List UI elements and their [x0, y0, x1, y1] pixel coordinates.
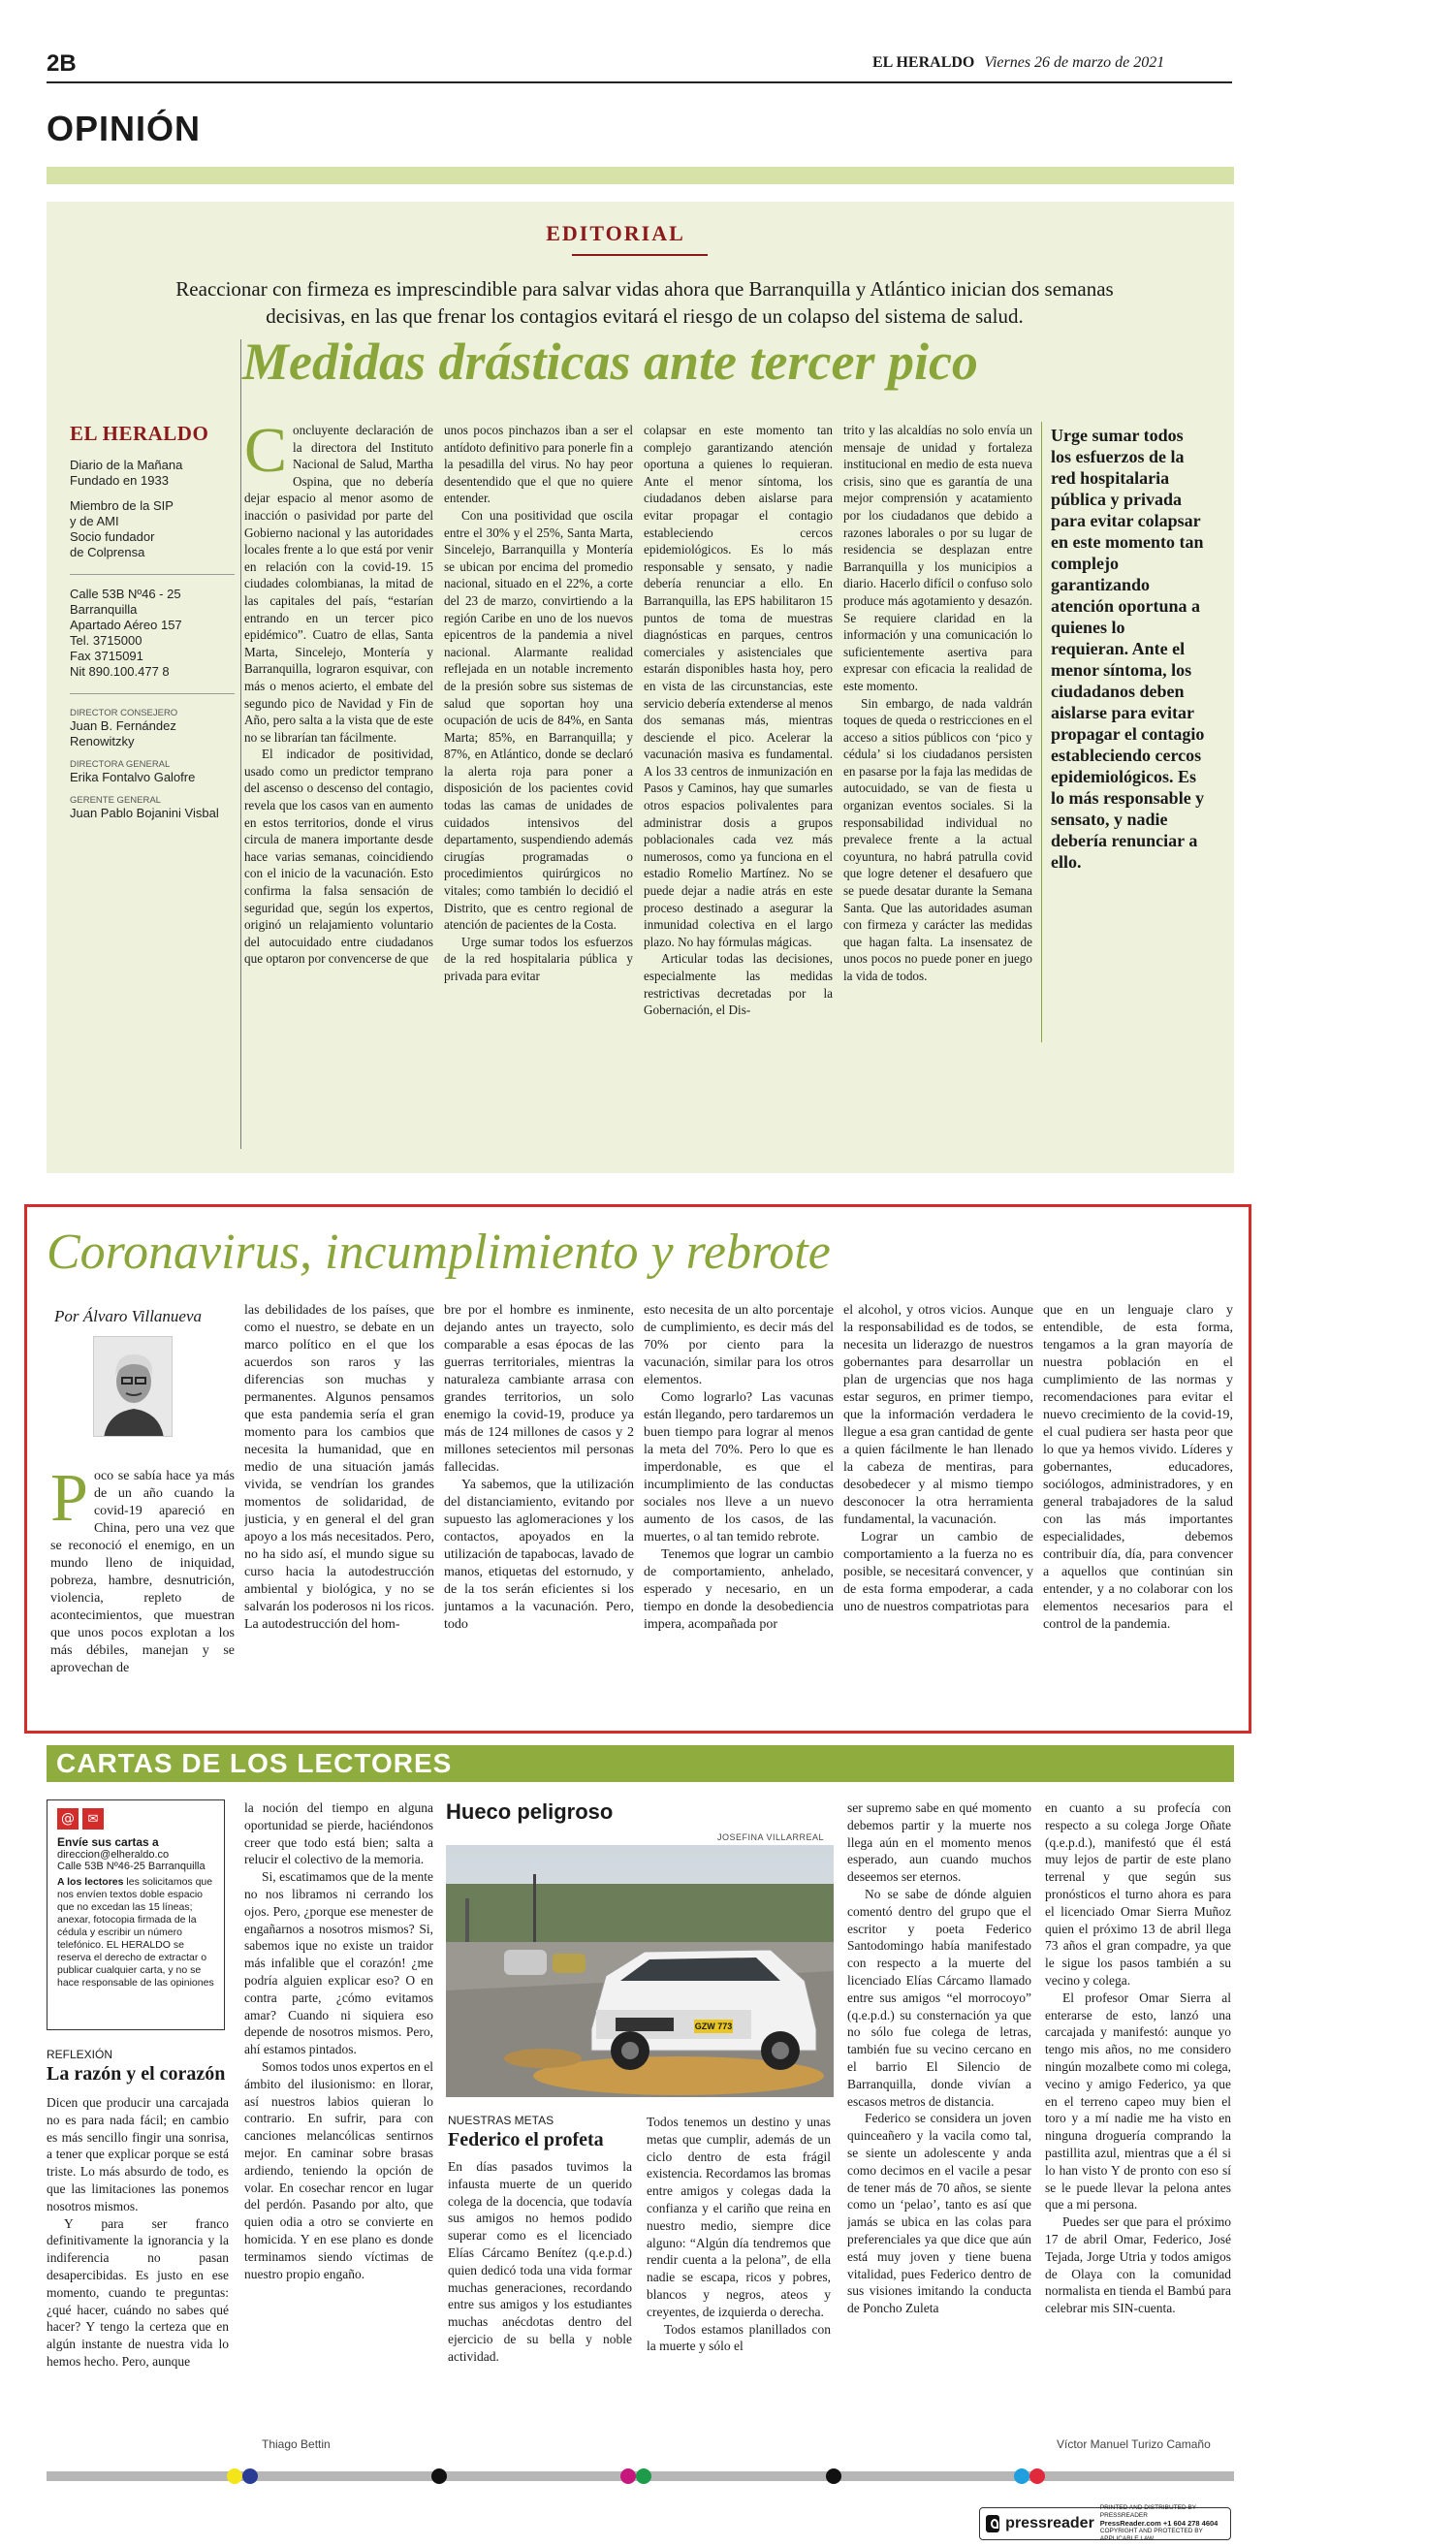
news-photo	[446, 1845, 834, 2097]
letter-2-signature: Víctor Manuel Turizo Camaño	[1057, 2437, 1211, 2451]
section-green-bar	[47, 167, 1234, 184]
envelope-icon: ✉	[82, 1808, 104, 1830]
column-col-4	[644, 1302, 834, 1721]
editorial-col-2	[444, 422, 633, 1144]
car-pothole-photo-icon	[446, 1845, 834, 2097]
paragraph: Articular todas las decisiones, especialmente las medidas restrictivas decretadas por la Gobernación, el Dis-	[644, 951, 833, 1018]
column-col-6	[1043, 1302, 1233, 1721]
header-rule	[47, 81, 1232, 83]
drop-cap: P	[50, 1468, 88, 1536]
issue-date: Viernes 26 de marzo de 2021	[984, 54, 1165, 71]
drop-cap: C	[244, 422, 288, 486]
registration-dot-blue	[242, 2468, 258, 2484]
paragraph: ser supremo sabe en qué momento debemos partir y la muerte nos llega aún en el momento menos esperado, aun cuando muchos deseemos ser eternos.	[847, 1800, 1031, 1885]
masthead-line: Fundado en 1933	[70, 473, 169, 488]
paragraph: En días pasados tuvimos la infausta muerte de un querido colega de la docencia, que todavía sus amigos no hemos podido superar como es el licenciado Elías Cárcamo Benítez (q.e.p.d.) quien dedicó toda una vida formar muchas generaciones, recordando entre sus amigos y los estudiantes muchas anécdotas dentro del ejercicio de su bella y noble actividad.	[448, 2159, 632, 2364]
role-title: GERENTE GENERAL	[70, 795, 161, 806]
column-col-3	[444, 1302, 634, 1721]
pressreader-line: PRINTED AND DISTRIBUTED BY PRESSREADER	[1099, 2504, 1196, 2519]
masthead-line: Diario de la Mañana	[70, 458, 183, 472]
photo-title: Hueco peligroso	[446, 1799, 614, 1824]
info-box-email: direccion@elheraldo.co	[57, 1849, 170, 1861]
editorial-label-rule	[572, 254, 708, 256]
column-byline: Por Álvaro Villanueva	[54, 1307, 203, 1325]
page-number: 2B	[47, 50, 77, 77]
role-title: DIRECTORA GENERAL	[70, 759, 171, 770]
column-col-1	[50, 1468, 235, 1720]
masthead-logo: EL HERALDO	[70, 422, 209, 445]
editorial-col-3	[644, 422, 833, 1144]
info-box-lead: A los lectores	[57, 1876, 124, 1888]
license-plate: GZW 773	[694, 2022, 733, 2031]
registration-dot-green	[636, 2468, 651, 2484]
pressreader-brand: pressreader	[1005, 2515, 1094, 2531]
paragraph: bre por el hombre es inminente, dejando antes un trayecto, solo comparable a esas épocas de las guerras territoriales, mientras la naturaleza cambiante arrasa con grandes territorios, un solo enemigo la covid-19, produce ya más de 124 millones de casos y 2 millones setecientos mil personas fallecidas.	[444, 1303, 634, 1475]
role-name: Erika Fontalvo Galofre	[70, 770, 196, 784]
role-title: DIRECTOR CONSEJERO	[70, 708, 178, 718]
paper-logo-small: EL HERALDO	[872, 54, 975, 71]
pullquote-divider	[1041, 422, 1042, 1042]
paragraph: las debilidades de los países, que como el nuestro, se debate en un marco político en el que los acuerdos son raros y las diferencias son muchas y permanentes. Algunos pensamos que esta pandemia sería el gran momento para los cambios que necesita la humanidad, que en medio de una situación jamás vivida, se vendrían los grandes momentos de solidaridad, de justicia, y en general el del gran apoyo a los más necesitados. Pero, no ha sido así, el mundo sigue su curso hacia la autodestrucción ambiental y biológica, y no se salvarán los poderosos ni los ricos. La autodestrucción del hom-	[244, 1303, 434, 1632]
email-icon: @	[57, 1808, 79, 1830]
address-line: Barranquilla	[70, 602, 138, 617]
letter-1-kicker: REFLEXIÓN	[47, 2048, 113, 2061]
paragraph: oco se sabía hace ya más de un año cuando la covid-19 apareció en China, pero una vez que se reconoció el enemigo, en un mundo lleno de iniquidad, pobreza, hambre, desnutrición, violencia, repleto de acontecimientos, que muestran que unos pocos explotan a los más débiles, manejan y se aprovechan de	[50, 1469, 235, 1675]
registration-dot-yellow	[227, 2468, 242, 2484]
paragraph: Dicen que producir una carcajada no es para nada fácil; en cambio es más sencillo fingir una sonrisa, a tener que explicar porque se está triste. Lo más absurdo de todo, es que las limitaciones las ponemos nosotros mismos.	[47, 2095, 229, 2213]
pressreader-line: COPYRIGHT AND PROTECTED BY APPLICABLE LAW	[1099, 2528, 1203, 2542]
pressreader-line: PressReader.com +1 604 278 4604	[1099, 2519, 1219, 2528]
registration-dot-black-2	[826, 2468, 841, 2484]
pullquote: Urge sumar todos los esfuerzos de la red hospitalaria pública y privada para evitar colapsar en este momento tan complejo garantizando atención oportuna a quienes lo requieran. Ante el menor síntoma, los ciudadanos deben aislarse para evitar propagar el contagio estableciendo cercos epidemiológicos. Es lo más responsable y sensato, y nadie debería renunciar a ello.	[1051, 426, 1205, 872]
letter-2-col-3	[847, 1799, 1031, 2453]
registration-dot-cyan	[1014, 2468, 1029, 2484]
role-name: Juan Pablo Bojanini Visbal	[70, 806, 219, 820]
author-photo	[93, 1336, 173, 1437]
paragraph: Como lograrlo? Las vacunas están llegando, pero tardaremos un buen tiempo para lograr al menos la meta del 70%. Pero lo que es imperdonable, es que el incumplimiento de las conductas sociales nos lleve a un nuevo aumento de los casos, de las muertes, o al tan temido rebrote.	[644, 1390, 834, 1544]
masthead-line	[70, 489, 235, 498]
editorial-title: Medidas drásticas ante tercer pico	[242, 333, 978, 391]
paragraph: oncluyente declaración de la directora del Instituto Nacional de Salud, Martha Ospina, que no debería dejar espacio al menor asomo de inacción o pasividad por parte del Gobierno nacional y las autoridades locales frente a lo que está por venir en relación con la covid-19. 15 ciudades colombianas, la mitad de las capitales del país, “estarían entrando en un tercer pico epidémico”. Cuatro de ellas, Santa Marta, Sincelejo, Montería y Barranquilla, lograron esquivar, con más o menos acierto, el embate del segundo pico de Navidad y Fin de Año, pero salta a la vista que de este no se librarían tan fácilmente.	[244, 423, 433, 745]
letter-2-col-1	[448, 2158, 632, 2449]
contact-icons	[57, 1808, 214, 1830]
title-divider	[240, 339, 241, 1149]
info-box-text	[57, 1876, 214, 1990]
paragraph: trito y las alcaldías no solo envía un mensaje de unidad y fortaleza institucional en medio de esta nueva crisis, sino que es garantía de una mejor comprensión y acatamiento por los ciudadanos que debido a razones laborales o por su lugar de residencia se desplazan entre Barranquilla y los municipios a diario. Hacerlo difícil o confuso solo produce más agotamiento y desazón. Se requiere claridad en la información y una comunicación lo suficientemente asertiva para expresar con eficacia la realidad de este momento.	[843, 423, 1032, 693]
paragraph: el alcohol, y otros vicios. Aunque la responsabilidad es de todos, se necesita un liderazgo de nuestros gobernantes para desarrollar un plan de urgencias que nos haga estar seguros, en primer tiempo, que la información verdadera le llegue a esa gran cantidad de gente a quien fácilmente le han llenado la cabeza de mentiras, para desobedecer y al mismo tiempo desconocer la otra herramienta fundamental, la vacunación.	[843, 1303, 1033, 1527]
paragraph: Somos todos unos expertos en el ámbito del ilusionismo: en llorar, así nuestros labios quieran lo contrario. En sufrir, para con canciones melancólicas sentirnos mejor. En caminar sobre brasas ardiendo, teniendo la opción de volar. En cosechar rencor en lugar del perdón. Pasando por alto, que quien odia a otro se convierte en homicida. Y en ese plano es donde terminamos siendo víctimas de nuestro propio engaño.	[244, 2058, 433, 2281]
letter-2-title: Federico el profeta	[448, 2129, 604, 2150]
info-box-address: Calle 53B Nº46-25 Barranquilla	[57, 1861, 206, 1872]
registration-dot-magenta	[620, 2468, 636, 2484]
masthead-line: y de AMI	[70, 514, 119, 528]
paragraph: Ya sabemos, que la utilización del distanciamiento, evitando por supuesto las aglomeraciones y los contactos, apoyados en la utilización de tapabocas, lavado de manos, etiquetas del estornudo, y de la tos serán eficientes si los juntamos a la vacunación. Pero, todo	[444, 1478, 634, 1632]
info-box-title: Envíe sus cartas a	[57, 1835, 159, 1849]
address-line: Apartado Aéreo 157	[70, 618, 182, 632]
paragraph: Todos tenemos un destino y unas metas que cumplir, además de un ciclo dentro de esta frágil existencia. Recordamos las bromas entre amigos y colegas dada la confianza y el cariño que reina en nuestro medio, siempre dice alguno: “Algún día tendremos que rendir cuenta a la pelona”, de ella nadie se escapa, ricos y pobres, blancos y negros, ateos y creyentes, de izquierda o derecha.	[647, 2115, 831, 2319]
paragraph: Lograr un cambio de comportamiento a la fuerza no es posible, se necesitará convencer, y de esta forma empoderar, a cada uno de nuestros compatriotas para	[843, 1530, 1033, 1614]
letter-2-kicker: NUESTRAS METAS	[448, 2114, 554, 2127]
paragraph: Si, escatimamos que de la mente no nos libramos ni cerrando los ojos. Pero, ¿porque ese menester de engañarnos a nosotros mismos? Si, sabemos ique no existe un traidor más infalible que el corazón! ¿me podría alguien explicar eso? O en contra parte, ¿cómo evitamos amar? Cuando ni siquiera eso depende de nosotros mismos. Pero, ahí estamos pintados.	[244, 1869, 433, 2057]
paper-name	[872, 54, 1164, 72]
paragraph: la noción del tiempo en alguna oportunidad se pierde, haciéndonos creer que todo está bien; salta a relucir el colectivo de la memoria.	[244, 1800, 433, 1867]
paragraph: Urge sumar todos los esfuerzos de la red hospitalaria pública y privada para evitar	[444, 934, 633, 983]
section-title: OPINIÓN	[47, 109, 202, 148]
address-line: Fax 3715091	[70, 649, 143, 663]
paragraph: Todos estamos planillados con la muerte y sólo el	[647, 2321, 831, 2354]
address-line: Tel. 3715000	[70, 633, 142, 648]
column-col-2	[244, 1302, 434, 1721]
pressreader-logo-icon	[986, 2515, 999, 2532]
info-box-body: les solicitamos que nos envíen textos doble espacio que no excedan las 15 líneas; anexar, fotocopia firmada de la cédula y escribir un número telefónico. EL HERALDO se reserva el derecho de extractar o publicar cualquier carta, y no se hace responsable de las opiniones	[57, 1876, 214, 1989]
pressreader-badge	[979, 2504, 1231, 2542]
letter-1-col-2	[244, 1799, 433, 2439]
paragraph: Tenemos que lograr un cambio de comportamiento, anhelado, esperado y necesario, en un tiempo en donde la desobediencia impera, acompañada por	[644, 1547, 834, 1632]
paragraph: unos pocos pinchazos iban a ser el antídoto definitivo para ponerle fin a la pesadilla del virus. No hay peor desentendido que el que no quiere entender.	[444, 423, 633, 506]
registration-dot-black	[431, 2468, 447, 2484]
cartas-section-bar: CARTAS DE LOS LECTORES	[47, 1745, 1234, 1782]
editorial-deck: Reaccionar con firmeza es imprescindible para salvar vidas ahora que Barranquilla y Atlántico inician dos semanas decisivas, en las que frenar los contagios evitará el riesgo de un colapso del sistema de salud.	[175, 277, 1114, 328]
masthead-line: Socio fundador	[70, 529, 155, 544]
masthead-line: de Colprensa	[70, 545, 145, 559]
letter-1-col-1	[47, 2094, 229, 2453]
masthead	[70, 422, 235, 821]
address-line: Nit 890.100.477 8	[70, 664, 170, 679]
registration-dot-red	[1029, 2468, 1045, 2484]
pressreader-legal	[1100, 2504, 1224, 2543]
paragraph: Y para ser franco definitivamente la ignorancia y la indiferencia no pasan desapercibidas. Es justo en ese momento, cuando te preguntas: ¿qué hacer, cuándo no sabes qué hacer? Y tengo la certeza que en algún instante de nuestra vida lo hemos hecho. Pero, aunque	[47, 2215, 229, 2369]
letter-2-col-4	[1045, 1799, 1231, 2436]
paragraph: Puedes ser que para el próximo 17 de abril Omar, Federico, José Tejada, Jorge Utria y todos amigos de Olaya con la comunidad normalista en tienda el Bambú para celebrar mis SIN-cuenta.	[1045, 2214, 1231, 2316]
column-title: Coronavirus, incumplimiento y rebrote	[47, 1225, 831, 1280]
paragraph: El profesor Omar Sierra al enterarse de esto, lanzó una carcajada y manifestó: aunque yo tengo mis años, no me considero ningún mozalbete como mi colega, vecino y amigo Federico, ya que en el terreno capeo muy bien el toro y a mí nadie me ha visto en ninguna droguería comprando la pastillita azul, mientras que a él si lo han visto Y de pronto con eso sí se le puede llevar la pelona antes que a mi persona.	[1045, 1990, 1231, 2213]
editorial-col-1	[244, 422, 433, 1144]
author-portrait-icon	[94, 1337, 173, 1437]
paragraph: colapsar en este momento tan complejo garantizando atención oportuna a quienes lo requieran. Ante el menor síntoma, los ciudadanos deben aislarse para evitar propagar el contagio estableciendo cercos epidemiológicos. Es lo más responsable y sensato, y nadie debería renunciar a ello. En Barranquilla, las EPS habilitaron 15 puntos de toma de muestras diagnósticas en parques, centros comerciales y asistenciales que estarán disponibles hasta hoy, pero en vista de las circunstancias, este servicio debería extenderse al menos dos semanas más, mientras desciende el pico. Acelerar la vacunación masiva es fundamental. A los 33 centros de inmunización en Pasos y Caminos, hay que sumarles otros espacios polivalentes para administrar dosis a grupos poblacionales cada vez más numerosos, como ya funciona en el estadio Romelio Martínez. No se puede dejar a nadie atrás en este proceso destinado a asegurar la inmunidad colectiva en el largo plazo. No hay fórmulas mágicas.	[644, 423, 833, 949]
letter-1-title: La razón y el corazón	[47, 2063, 226, 2085]
paragraph: Con una positividad que oscila entre el 30% y el 25%, Santa Marta, Sincelejo, Barranquilla y Montería se ubican por encima del promedio nacional, situado en el 22%, a corte del 23 de marzo, convirtiendo a la región Caribe en uno de los nuevos epicentros de la pandemia a nivel nacional. Alarmante realidad reflejada en un notable incremento de la presión sobre sus sistemas de salud que soportan hoy una ocupación de ucis de 84%, en Santa Marta; 85%, en Barranquilla; y 87%, en Atlántico, donde se declaró la alerta roja para poner a disposición de los pacientes covid todas las camas de unidades de cuidados intensivos del departamento, suspendiendo además cirugías programadas o procedimientos quirúrgicos no vitales; como también lo decidió el Distrito, que es centro regional de atención de pacientes de la Costa.	[444, 507, 633, 933]
paragraph: esto necesita de un alto porcentaje de cumplimiento, es decir más del 70% por ciento para la vacunación, similar para los otros elementos.	[644, 1303, 834, 1387]
photo-credit: JOSEFINA VILLARREAL	[717, 1832, 825, 1842]
paragraph: Sin embargo, de nada valdrán toques de queda o restricciones en el acceso a sitios públicos con ‘pico y cédula’ si los ciudadanos persisten en pasarse por la faja las medidas de autocuidado, se van de fiesta u organizan eventos sociales. Si la responsabilidad individual no prevalece frente a la actual coyuntura, no habrá patrulla covid que logre detener el desafuero que se puede desatar durante la Semana Santa. Que las autoridades asuman con firmeza y carácter las medidas que hagan falta. La insensatez de unos pocos no puede poner en juego la vida de todos.	[843, 695, 1032, 983]
letter-2-col-2	[647, 2114, 831, 2453]
paragraph: No se sabe de dónde alguien comentó dentro del grupo que el escritor y poeta Federico Santodomingo había manifestado con respecto a la muerte del licenciado Elías Cárcamo llamado entre sus amigos “el morrocoyo” (q.e.p.d.) su consternación ya que no sólo fue colega de letras, también fue su vecino cercano en el barrio El Silencio de Barranquilla, donde vivían a escasos metros de distancia.	[847, 1886, 1031, 2109]
editorial-col-4	[843, 422, 1032, 1144]
paragraph: en cuanto a su profecía con respecto a su colega Jorge Oñate (q.e.p.d.), manifestó que él está muy lejos de partir de este plano terrenal y que según sus pronósticos el turno ahora es para el licenciado Omar Sierra Muñoz quien el próximo 13 de abril llega 73 años el gran compadre, ya que le sigue los pasos también a su vecino y colega.	[1045, 1800, 1231, 1988]
editorial-label: EDITORIAL	[546, 221, 685, 245]
cartas-info-box	[47, 1799, 225, 2030]
paragraph: El indicador de positividad, usado como un predictor temprano del ascenso o descenso del contagio, revela que los casos van en aumento en estos territorios, donde el virus circula de manera importante desde hace varias semanas, coincidiendo con el inicio de la vacunación. Esto confirma la falsa sensación de seguridad que, según los expertos, originó un relajamiento voluntario del autocuidado entre ciudadanos que optaron por convencerse de que	[244, 747, 433, 967]
masthead-line: Miembro de la SIP	[70, 498, 174, 513]
role-name: Juan B. Fernández Renowitzky	[70, 718, 176, 748]
paragraph: Federico se considera un joven quinceañero y la vacila como tal, se siente un adolescente y anda como decimos en el vacile a pesar de tener más de 70 años, se siente como un ‘pelao’, tanto es así que jamás se ubica en las colas para preferenciales ya que dice que aún está muy joven y tiene buena vitalidad, pues Federico dentro de sus visiones imitando la conducta de Poncho Zuleta	[847, 2111, 1031, 2316]
column-col-5	[843, 1302, 1033, 1721]
address-line: Calle 53B Nº46 - 25	[70, 587, 181, 601]
paragraph: que en un lenguaje claro y entendible, de esta forma, tengamos a la gran mayoría de nuestra población en el cumplimiento de las normas y recomendaciones para evitar el nuevo crecimiento de la covid-19, el cual pudiera ser hasta peor que lo que ya hemos vivido. Líderes y gobernantes, educadores, sociólogos, administradores, y en general trabajadores de la salud con las más importantes especialidades, debemos contribuir día, día, para convencer a aquellos que continúan sin entender, y a no colaborar con los elementos necesarios para el control de la pandemia.	[1043, 1303, 1233, 1632]
letter-1-signature: Thiago Bettin	[262, 2437, 331, 2451]
